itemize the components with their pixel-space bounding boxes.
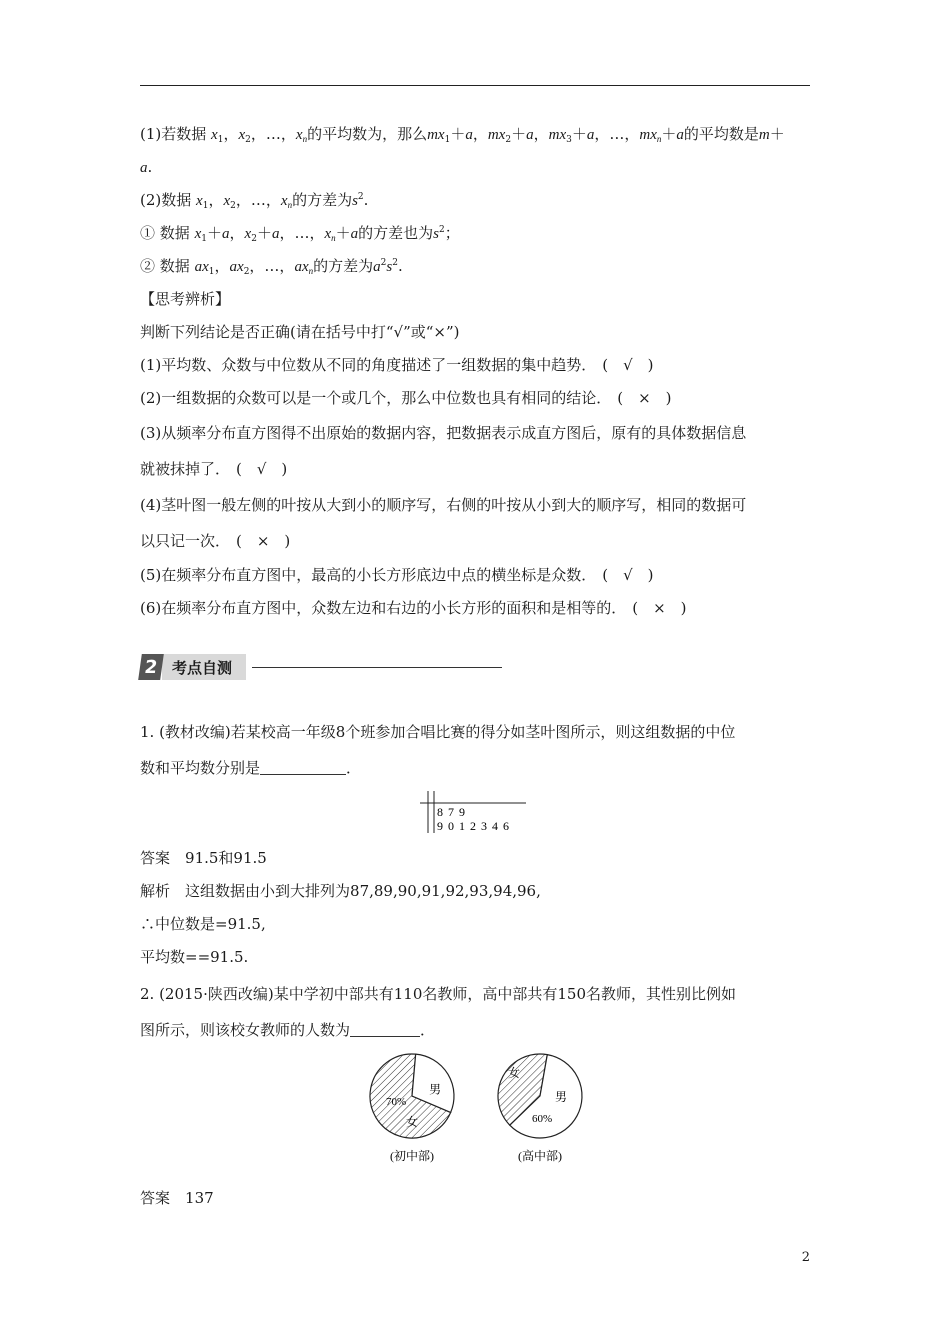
sub-1-text: 数据 [159, 224, 190, 242]
question-1 [140, 714, 812, 786]
think-item-6-answer: ( × ) [632, 599, 687, 617]
q2-answer [140, 1182, 812, 1215]
think-item-5-answer: ( √ ) [602, 566, 654, 584]
sub-2-text: 数据 [159, 257, 190, 275]
q2-line2 [140, 1012, 812, 1048]
property-2-text-b: 的方差为 [292, 191, 353, 209]
page-body [140, 118, 812, 625]
think-item-5 [140, 559, 812, 592]
think-item-4-answer: ( × ) [236, 532, 291, 550]
think-item-3-cont [140, 451, 812, 487]
sub-2-text-b: 的方差为 [313, 257, 374, 275]
section-title: 考点自测 [162, 654, 246, 680]
q2-answer-value: 137 [185, 1189, 214, 1207]
property-2-text: 数据 [161, 191, 192, 209]
q2-blank [350, 1020, 420, 1037]
header-rule [140, 85, 810, 86]
think-item-4 [140, 487, 812, 523]
property-1-text-b: 的平均数为，那么 [307, 125, 428, 143]
pie-junior-label-1: 女 [405, 1115, 419, 1130]
property-1-line2: a. [140, 158, 153, 176]
stem-row-2-leaves: 0 1 2 3 4 6 [448, 819, 510, 833]
think-item-1-text: (1)平均数、众数与中位数从不同的角度描述了一组数据的集中趋势． [140, 356, 597, 374]
q1-answer-value: 91.5和91.5 [185, 849, 267, 867]
sub-1-label: ① [140, 224, 156, 242]
question-2-solution [140, 1182, 812, 1215]
think-item-4-text: (4)茎叶图一般左侧的叶按从大到小的顺序写，右侧的叶按从小到大的顺序写，相同的数据可 [140, 496, 747, 514]
think-item-5-text: (5)在频率分布直方图中，最高的小长方形底边中点的横坐标是众数． [140, 566, 597, 584]
think-item-2-answer: ( × ) [617, 389, 672, 407]
property-2: (2)数据 $x_1$，$x_2$，…，$x_n$的方差为$s^2$. [140, 191, 369, 211]
question-1-solution [140, 842, 812, 974]
pie-junior-caption: (初中部) [390, 1149, 434, 1163]
property-2-sub-1: ① 数据 $x_1+a$，$x_2+a$，…，$x_n+a$的方差也为$s^2$； [140, 224, 460, 244]
think-item-2 [140, 382, 812, 415]
section-header [140, 654, 502, 680]
think-item-4-text2: 以只记一次． [140, 532, 231, 550]
pie-junior-label-2: 男 [429, 1082, 442, 1097]
q1-analysis [140, 875, 812, 908]
q1-line1: 1. (教材改编)若某校高一年级8个班参加合唱比赛的得分如茎叶图所示，则这组数据的中位 [140, 723, 736, 741]
pie-senior-label-1: 女 [507, 1065, 520, 1080]
think-item-3-text2: 就被抹掉了． [140, 460, 231, 478]
sub-2-label: ② [140, 257, 156, 275]
page-number: 2 [801, 1250, 810, 1265]
think-item-4-cont [140, 523, 812, 559]
q1-blank [260, 758, 346, 775]
think-item-2-text: (2)一组数据的众数可以是一个或几个，那么中位数也具有相同的结论． [140, 389, 612, 407]
stem-row-1-stem: 8 [437, 805, 443, 819]
think-heading: 【思考辨析】 [140, 290, 231, 308]
property-1-text-a: 若数据 [161, 125, 207, 143]
question-2 [140, 976, 812, 1048]
q2-line1: 2. (2015·陕西改编)某中学初中部共有110名教师，高中部共有150名教师，其性别比例如 [140, 985, 736, 1003]
think-item-3 [140, 415, 812, 451]
property-1-label: (1) [140, 125, 162, 143]
stem-leaf-plot [420, 791, 530, 835]
q1-mean: 平均数==91.5. [140, 948, 249, 966]
property-1-line1: (1)若数据 $x_1$，$x_2$，…，$x_n$的平均数为，那么$mx_1+a$，$mx_2+a$，$mx_3+a$，…，$mx_n+a$的平均数是m＋ [140, 125, 785, 145]
sub-1-text-b: 的方差也为 [358, 224, 434, 242]
q1-line2 [140, 750, 812, 786]
q1-line2-text: 数和平均数分别是 [140, 759, 261, 777]
q1-median: ∴中位数是=91.5, [140, 915, 266, 933]
q2-answer-label: 答案 [140, 1189, 171, 1207]
think-item-1-answer: ( √ ) [602, 356, 654, 374]
q2-period: ． [420, 1021, 436, 1039]
think-item-6-text: (6)在频率分布直方图中，众数左边和右边的小长方形的面积和是相等的． [140, 599, 627, 617]
pie-senior-value-1: 60% [532, 1112, 553, 1125]
pie-senior-caption: (高中部) [518, 1149, 562, 1163]
pie-senior-label-2: 男 [554, 1089, 568, 1104]
think-item-1 [140, 349, 812, 382]
stem-row-2-stem: 9 [437, 819, 443, 833]
q1-period: ． [346, 759, 362, 777]
section-rule [252, 667, 502, 668]
property-2-sub-2: ② 数据 $ax_1$，$ax_2$，…，$ax_n$的方差为$a^2s^2$. [140, 257, 403, 277]
q1-answer [140, 842, 812, 875]
q1-analysis-label: 解析 [140, 882, 171, 900]
property-1-text-c: 的平均数是 [683, 125, 759, 143]
pie-junior-value-1: 70% [385, 1096, 407, 1109]
think-item-3-text: (3)从频率分布直方图得不出原始的数据内容，把数据表示成直方图后，原有的具体数据信息 [140, 424, 747, 442]
stem-row-1-leaves: 7 9 [448, 805, 466, 819]
pie-senior [498, 1054, 582, 1138]
pie-junior [370, 1054, 454, 1138]
pie-charts [360, 1048, 600, 1172]
property-2-label: (2) [140, 191, 162, 209]
think-item-6 [140, 592, 812, 625]
section-number: 2 [138, 654, 164, 680]
q2-line2-text: 图所示，则该校女教师的人数为 [140, 1021, 351, 1039]
think-item-3-answer: ( √ ) [236, 460, 288, 478]
think-instruction: 判断下列结论是否正确(请在括号中打“√”或“×”) [140, 323, 460, 341]
q1-answer-label: 答案 [140, 849, 171, 867]
q1-analysis-text: 这组数据由小到大排列为87,89,90,91,92,93,94,96, [185, 882, 541, 900]
